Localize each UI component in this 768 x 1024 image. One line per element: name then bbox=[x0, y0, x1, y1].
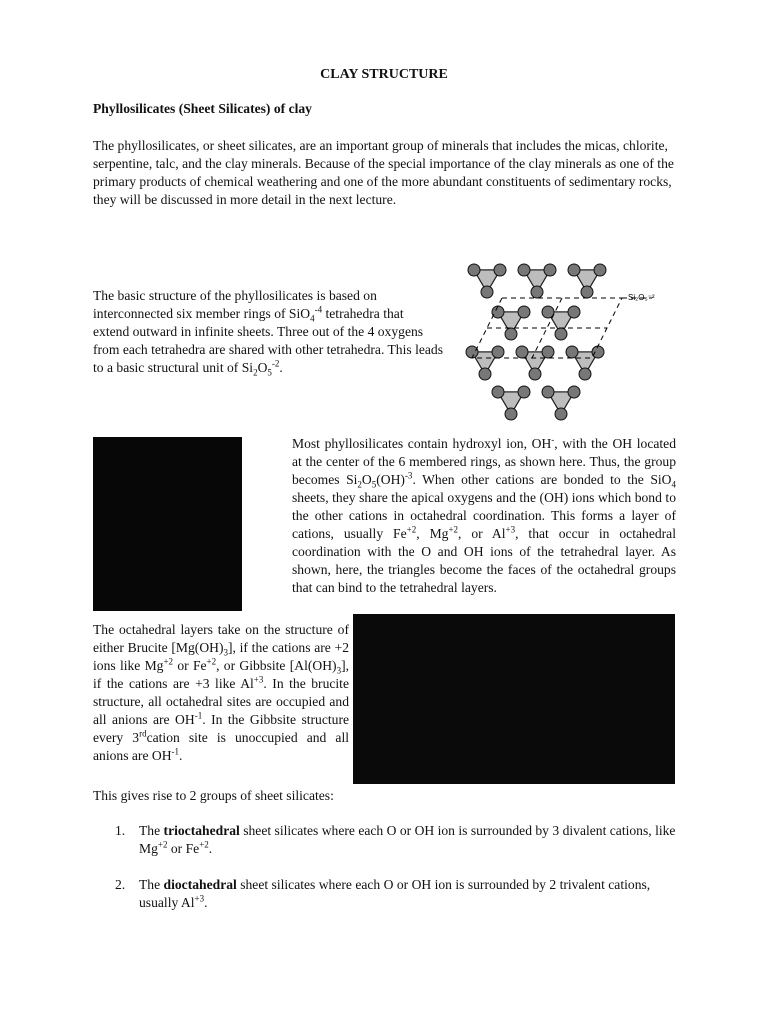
section-heading: Phyllosilicates (Sheet Silicates) of clay bbox=[93, 101, 312, 116]
intro-paragraph: The phyllosilicates, or sheet silicates, are an important group of minerals that includes the micas, chlorite, serpentine, talc, and the clay minerals. Because of the special importance of the clay minerals as one of the primary products of chemical weathering and one of the more abundant constituents of sedimentary rocks, they will be discussed in more detail in the next lecture. bbox=[93, 138, 674, 207]
list-item: 2. The dioctahedral sheet silicates where each O or OH ion is surrounded by 2 trivalent cations, usually $Al^{+3}$. bbox=[115, 877, 651, 910]
octahedral-paragraph: The octahedral layers take on the structure of either Brucite $[Mg(OH)_3]$, if the cations are +2 ions like $Mg^{+2}$ or $Fe^{+2}$, or Gibbsite $[Al(OH)_3]$, if the cations are +3 like $Al^{+3}$. In the brucite structure, all octahedral sites are occupied and all anions are $OH^{-1}$. In the Gibbsite structure every 3rdcation site is unoccupied and all anions are $OH^{-1}$. bbox=[93, 622, 350, 763]
octahedral-layer-diagram bbox=[353, 614, 675, 784]
diagram-label: Si₂O₅⁻² bbox=[628, 293, 655, 302]
groups-intro: This gives rise to 2 groups of sheet silicates: bbox=[93, 788, 334, 803]
tetrahedral-sheet-diagram bbox=[452, 252, 668, 432]
list-item: 1. The trioctahedral sheet silicates where each O or OH ion is surrounded by 3 divalent cations, like $Mg^{+2}$ or $Fe^{+2}$. bbox=[115, 823, 676, 856]
hydroxyl-ring-diagram bbox=[93, 437, 242, 611]
page-title: CLAY STRUCTURE bbox=[320, 67, 448, 82]
hydroxyl-paragraph: Most phyllosilicates contain hydroxyl ion, OH-, with the OH located at the center of the 6 membered rings, as shown here. Thus, the group becomes $Si_2O_5(OH)^{-3}$. When other cations are bonded to the SiO$_4$ sheets, they share the apical oxygens and the (OH) ions which bond to the other cations in octahedral coordination. This forms a layer of cations, usually $Fe^{+2}$, $Mg^{+2}$, or $Al^{+3}$, that occur in octahedral coordination with the O and OH ions of the tetrahedral layer. As shown, here, the triangles become the faces of the octahedral groups that can bind to the tetrahedral layers. bbox=[292, 434, 676, 595]
structure-paragraph: The basic structure of the phyllosilicates is based on interconnected six member rings of SiO$_4^{-4}$ tetrahedra that extend outward in infinite sheets. Three out of the 4 oxygens from each tetrahedra are shared with other tetrahedra. This leads to a basic structural unit of $Si_2O_5^{-2}$. bbox=[93, 288, 443, 378]
sheet-silicate-groups-list bbox=[93, 822, 683, 930]
